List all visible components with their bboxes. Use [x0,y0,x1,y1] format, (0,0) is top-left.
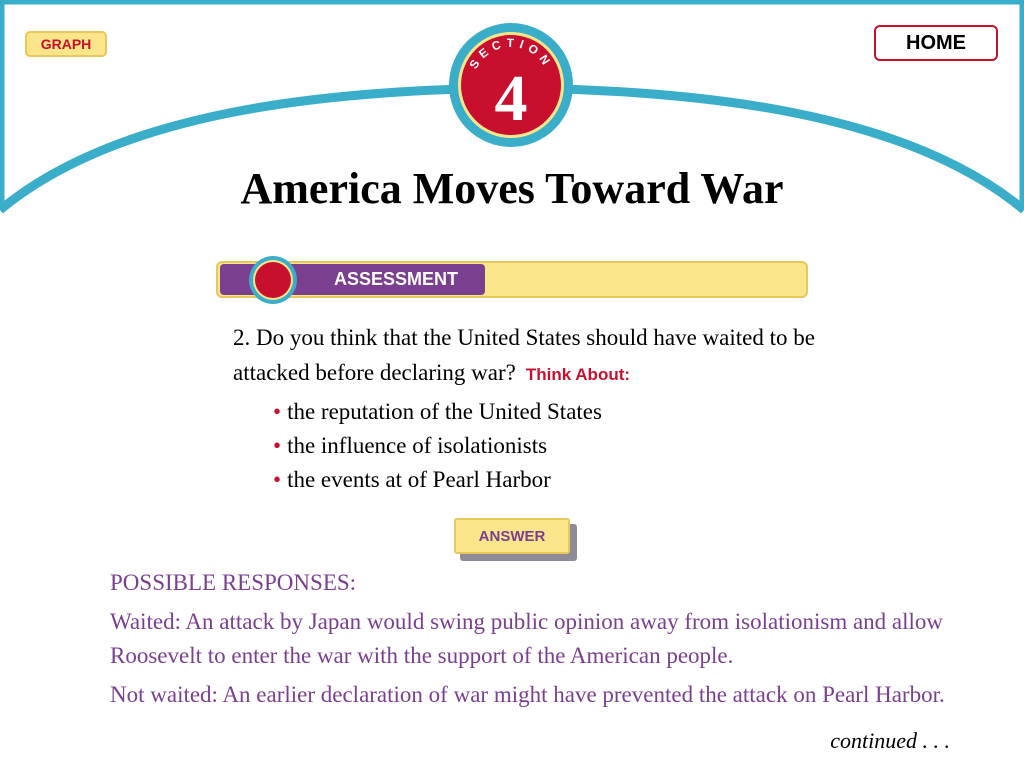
list-item [273,429,833,463]
response-waited: Waited: An attack by Japan would swing public opinion away from isolationism and allow Roosevelt to enter the war with the support of the American people. [110,609,944,668]
home-button[interactable]: HOME [874,25,998,61]
page-title: America Moves Toward War [240,164,784,213]
assessment-circle-icon [248,255,298,305]
bullet-icon: • [273,399,282,424]
list-item-text: the events at of Pearl Harbor [287,467,551,492]
list-item-text: the reputation of the United States [287,399,602,424]
list-item [273,395,833,429]
section-number: 4 [494,62,528,135]
responses-heading: POSSIBLE RESPONSES: [110,570,357,595]
think-about-label: Think About: [525,365,631,384]
bullet-icon: • [273,467,282,492]
question-text [233,320,853,392]
list-item-text: the influence of isolationists [287,433,548,458]
response-not-waited: Not waited: An earlier declaration of war might have prevented the attack on Pearl Harbor. [110,682,945,707]
bullet-icon: • [273,433,282,458]
graph-button[interactable]: GRAPH [25,31,107,57]
answer-button[interactable]: ANSWER [454,518,570,554]
section-word: SECTION [466,35,556,72]
question-body: 2. Do you think that the United States should have waited to be attacked before declaring war? [233,325,815,385]
assessment-label: ASSESSMENT [333,269,459,289]
possible-responses [110,566,960,717]
list-item [273,463,833,497]
think-about-list [273,395,833,497]
section-badge [448,22,574,148]
continued-label: continued . . . [830,728,950,753]
